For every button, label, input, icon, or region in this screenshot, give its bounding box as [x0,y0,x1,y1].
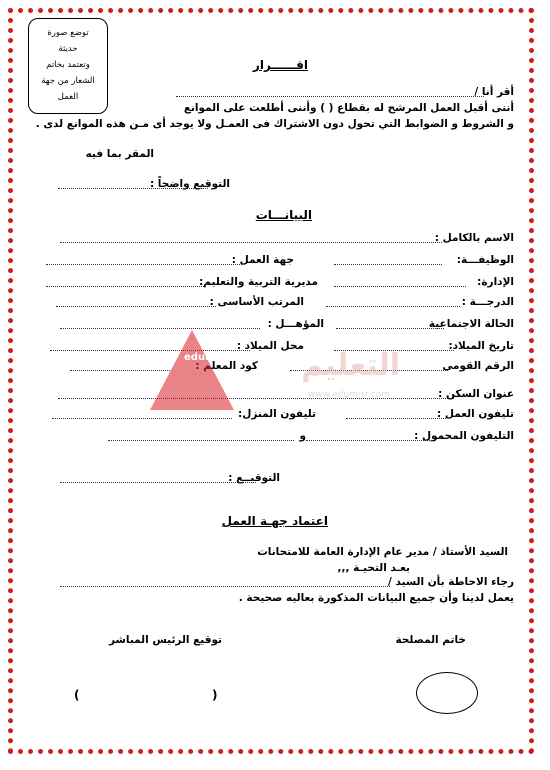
teacher-code-label: كود المعلم : [195,360,258,372]
approval-title: اعتماد جهـة العمل [221,514,328,528]
approval-name-line [60,586,390,587]
job-label: الوظيفـــة: [456,254,514,266]
watermark-triangle-icon [150,330,234,410]
qualification-label: المؤهـــل : [267,318,324,330]
job-line [334,264,442,265]
declaration-signature-line [58,188,208,189]
home-phone-label: تليفون المنزل: [238,408,316,420]
address-label: عنوان السكن : [438,388,514,400]
data-signature-label: التوقيــع : [228,472,280,484]
mobile-label: التليفون المحمول : [414,430,514,442]
data-signature-line [60,482,256,483]
workplace-line [46,264,242,265]
watermark-badge-text: eduMisr [184,352,230,363]
photo-line: الشعار من جهة [41,76,95,86]
approval-line-3: رجاء الاحاطة بأن السيد / [388,576,514,588]
birth-place-label: محل الميلاد : [236,340,304,352]
admin-line [334,286,466,287]
social-status-line [336,328,444,329]
photo-placeholder-box [28,18,108,114]
grade-line [326,306,460,307]
stamp-circle [416,672,478,714]
photo-line: حديثة [58,44,78,54]
watermark-logo [150,330,420,425]
full-name-line [60,242,442,243]
declaration-signature-label: التوقيع واضحاً : [149,178,230,190]
declaration-line-3: و الشروط و الضوابط التي تحول دون الاشتراك فى العمـل ولا يوجد أى مـن هذه الموانع لدى . [35,118,514,130]
basic-salary-label: المرتب الأساسى : [209,296,304,308]
mobile-and-label: و [299,430,306,442]
directorate-label: مديرية التربية والتعليم: [199,276,318,288]
workplace-label: جهة العمل : [231,254,294,266]
approval-line-1: السيد الأستاذ / مدير عام الإدارة العامة للامتحانات [257,546,508,558]
declaration-line-2: أننى أقبل العمل المرشح له بقطاع ( ) وأننى أطلعت على الموانع [183,102,514,114]
stamp-label: خاتم المصلحة [395,634,466,646]
mobile-line-1 [306,440,432,441]
photo-line: وتعتمد بخاتم [46,60,90,70]
manager-paren-open: ( [74,688,80,702]
watermark-arabic-text: التعليم [301,348,400,383]
approval-line-4: يعمل لدينا وأن جميع البيانات المذكورة بعاليه صحيحة . [238,592,514,604]
manager-signature-label: توقيع الرئيس المباشر [109,634,222,646]
approval-greeting: بعـد التحيـة ,,, [337,562,410,574]
page-title: اقــــــرار [252,58,308,72]
photo-line: العمل [57,92,79,102]
watermark-url: www.edumisr.com [308,390,390,400]
birth-date-label: تاريخ الميلاد: [448,340,514,352]
admin-label: الإدارة: [477,276,514,288]
photo-line: توضع صورة [47,28,89,38]
work-phone-label: تليفون العمل : [436,408,514,420]
qualification-line [60,328,260,329]
social-status-label: الحالة الاجتماعية [428,318,514,330]
basic-salary-line [56,306,216,307]
national-id-label: الرقم القومى [442,360,514,372]
declaration-name-line [176,96,484,97]
declarant-label: المقر بما فيه [85,148,154,160]
data-section-title: البيانـــات [255,208,312,222]
grade-label: الدرجـــة : [461,296,514,308]
manager-paren-close: ) [212,688,218,702]
declaration-name-label: أقر أنا / [474,86,514,98]
full-name-label: الاسم بالكامل : [434,232,514,244]
mobile-line-2 [108,440,294,441]
directorate-line [46,286,206,287]
